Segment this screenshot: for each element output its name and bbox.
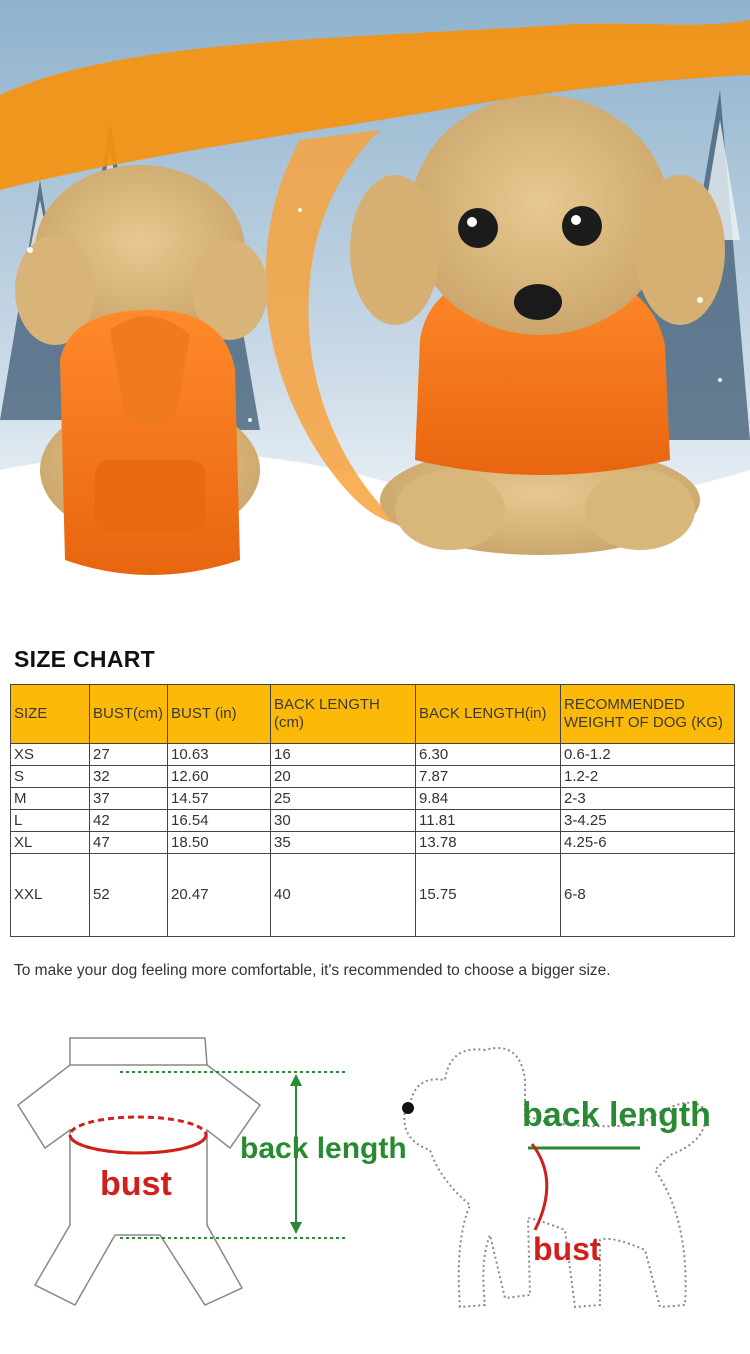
cell-bust-cm: 37	[90, 788, 168, 810]
cell-size: M	[11, 788, 90, 810]
cell-back-in: 9.84	[416, 788, 561, 810]
cell-size: XS	[11, 744, 90, 766]
cell-weight: 6-8	[561, 854, 735, 937]
garment-bust-label: bust	[100, 1165, 172, 1203]
header-back-length-cm: BACK LENGTH (cm)	[271, 685, 416, 744]
dog-nose-icon	[402, 1102, 414, 1114]
cell-back-in: 13.78	[416, 832, 561, 854]
cell-bust-cm: 47	[90, 832, 168, 854]
header-bust-cm: BUST(cm)	[90, 685, 168, 744]
size-chart-title: SIZE CHART	[14, 646, 155, 672]
table-row	[11, 788, 735, 810]
cell-bust-in: 18.50	[168, 832, 271, 854]
cell-back-cm: 35	[271, 832, 416, 854]
cell-back-in: 7.87	[416, 766, 561, 788]
cell-bust-cm: 32	[90, 766, 168, 788]
header-recommended-weight: RECOMMENDED WEIGHT OF DOG (KG)	[561, 685, 735, 744]
table-row	[11, 744, 735, 766]
dog-back-length-label: back length	[522, 1096, 711, 1134]
cell-bust-in: 16.54	[168, 810, 271, 832]
cell-back-cm: 30	[271, 810, 416, 832]
cell-weight: 1.2-2	[561, 766, 735, 788]
garment-back-length-label: back length	[240, 1132, 407, 1165]
size-chart-table	[10, 684, 735, 937]
table-row	[11, 810, 735, 832]
cell-back-in: 6.30	[416, 744, 561, 766]
cell-back-cm: 16	[271, 744, 416, 766]
cell-size: L	[11, 810, 90, 832]
cell-size: XL	[11, 832, 90, 854]
cell-bust-in: 10.63	[168, 744, 271, 766]
cell-size: S	[11, 766, 90, 788]
cell-weight: 3-4.25	[561, 810, 735, 832]
table-row	[11, 766, 735, 788]
cell-back-in: 11.81	[416, 810, 561, 832]
cell-weight: 2-3	[561, 788, 735, 810]
header-bust-in: BUST (in)	[168, 685, 271, 744]
dog-outline-icon	[404, 1048, 705, 1307]
cell-bust-cm: 27	[90, 744, 168, 766]
dog-bust-marker	[532, 1144, 547, 1230]
cell-back-cm: 25	[271, 788, 416, 810]
cell-bust-in: 14.57	[168, 788, 271, 810]
table-row	[11, 854, 735, 937]
dog-photo-icon	[0, 0, 750, 600]
header-size: SIZE	[11, 685, 90, 744]
table-row	[11, 832, 735, 854]
cell-bust-cm: 52	[90, 854, 168, 937]
measurement-diagram-svg	[0, 1020, 750, 1349]
cell-back-cm: 40	[271, 854, 416, 937]
table-header-row	[11, 685, 735, 744]
cell-bust-cm: 42	[90, 810, 168, 832]
cell-weight: 4.25-6	[561, 832, 735, 854]
cell-back-in: 15.75	[416, 854, 561, 937]
size-advice-note: To make your dog feeling more comfortable, it's recommended to choose a bigger size.	[14, 962, 611, 979]
measurement-diagrams	[0, 1020, 750, 1349]
header-back-length-in: BACK LENGTH(in)	[416, 685, 561, 744]
cell-weight: 0.6-1.2	[561, 744, 735, 766]
hero-photo	[0, 0, 750, 600]
cell-bust-in: 12.60	[168, 766, 271, 788]
cell-size: XXL	[11, 854, 90, 937]
cell-bust-in: 20.47	[168, 854, 271, 937]
cell-back-cm: 20	[271, 766, 416, 788]
dog-bust-label: bust	[533, 1231, 601, 1267]
